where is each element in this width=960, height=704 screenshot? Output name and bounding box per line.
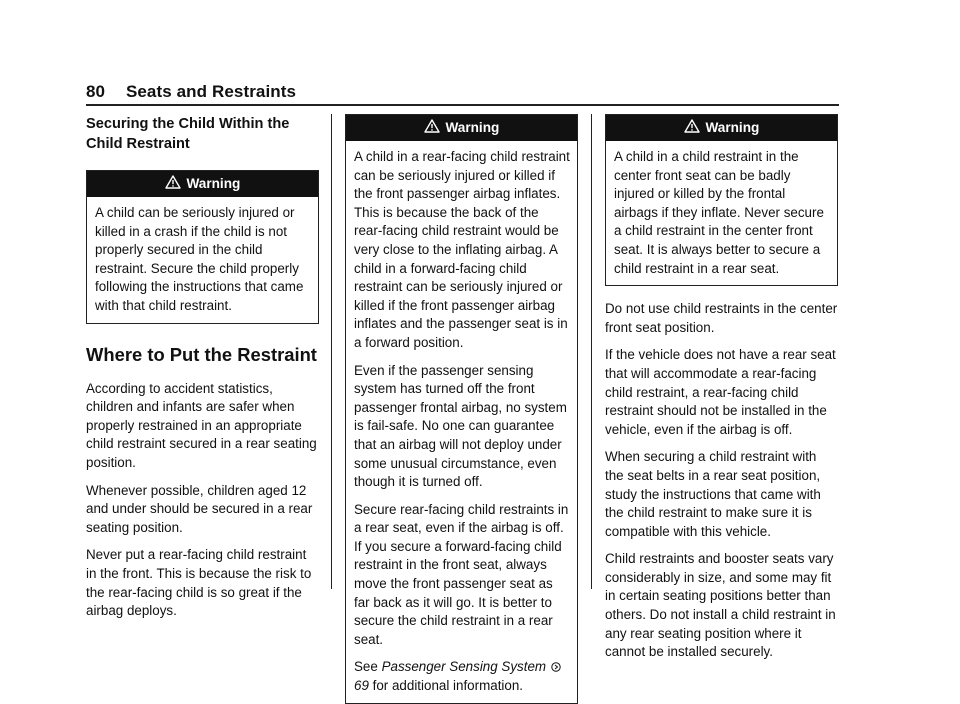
paragraph: Never put a rear-facing child restraint in the front. This is because the risk to the rear-facing child is so great if the airbag deploys.	[86, 547, 312, 619]
warning-text: Secure rear-facing child restraints in a rear seat, even if the airbag is off. If you secure a forward-facing child restraint in the front seat, always move the front passenger seat as far back as it will go. It is better to secure the child restraint in a rear seat.	[354, 501, 569, 647]
paragraph: If the vehicle does not have a rear seat that will accommodate a rear-facing child restraint, a rear-facing child restraint should not be installed in the vehicle, even if the airbag is off.	[605, 347, 836, 437]
section-title: Seats and Restraints	[125, 82, 297, 101]
column-divider-1	[331, 114, 332, 589]
subheading: Securing the Child Within the Child Restraint	[86, 116, 290, 152]
warning-box	[345, 114, 578, 704]
header-rule	[86, 104, 839, 106]
warning-box	[605, 114, 838, 286]
warning-text: Even if the passenger sensing system has turned off the front passenger frontal airbag, no system is fail-safe. No one can guarantee that an airbag will not deploy under some unusual circumstance, even though it is turned off.	[354, 362, 567, 490]
column-divider-2	[591, 114, 592, 589]
warning-title-bar	[346, 115, 577, 141]
warning-triangle-icon	[684, 119, 700, 133]
column-1	[86, 114, 319, 630]
section-heading: Where to Put the Restraint	[86, 343, 317, 365]
warning-triangle-icon	[424, 119, 440, 133]
warning-title: Warning	[705, 120, 760, 135]
paragraph: Whenever possible, children aged 12 and under should be secured in a rear seating position.	[86, 482, 313, 535]
paragraph: When securing a child restraint with the seat belts in a rear seat position, study the instructions that came with the child restraint to make sure it is compatible with this vehicle.	[605, 449, 821, 539]
passenger-sensing-system-link[interactable]: Passenger Sensing System	[381, 659, 547, 675]
see-suffix: for additional information.	[372, 678, 523, 694]
warning-triangle-icon	[165, 175, 181, 189]
paragraph: Do not use child restraints in the center front seat position.	[605, 301, 838, 335]
see-prefix: See	[354, 659, 378, 675]
see-reference	[354, 658, 570, 695]
page-reference-arrow-icon	[551, 662, 561, 672]
warning-title: Warning	[186, 176, 241, 191]
warning-title: Warning	[445, 120, 500, 135]
warning-text: A child in a child restraint in the center front seat can be badly injured or killed by the frontal airbags if they inflate. Never secure a child restraint in the center front seat. It is always better to secure a child restraint in a rear seat.	[614, 149, 824, 276]
warning-text: A child can be seriously injured or killed in a crash if the child is not properly secured in the child restraint. Secure the child properly following the instructions that came with that child restraint.	[95, 205, 304, 313]
warning-box	[86, 170, 319, 324]
column-2	[345, 114, 578, 704]
page-number: 80	[86, 82, 106, 101]
warning-title-bar	[606, 115, 837, 141]
paragraph: Child restraints and booster seats vary considerably in size, and some may fit in certain seating positions better than others. Do not install a child restraint in any rear seating position where it cannot be installed securely.	[605, 551, 836, 660]
column-3	[605, 114, 838, 671]
page-header	[86, 82, 296, 102]
warning-title-bar	[87, 171, 318, 197]
paragraph: According to accident statistics, children and infants are safer when properly restrained in an appropriate child restraint secured in a rear seating position.	[86, 380, 317, 470]
page-reference-number[interactable]: 69	[354, 678, 369, 694]
warning-text: A child in a rear-facing child restraint can be seriously injured or killed if the front passenger airbag inflates. This is because the back of the rear-facing child restraint would be very close to the inflating airbag. A child in a forward-facing child restraint can be seriously injured or killed if the front passenger airbag inflates and the passenger seat is in a forward position.	[354, 149, 570, 350]
